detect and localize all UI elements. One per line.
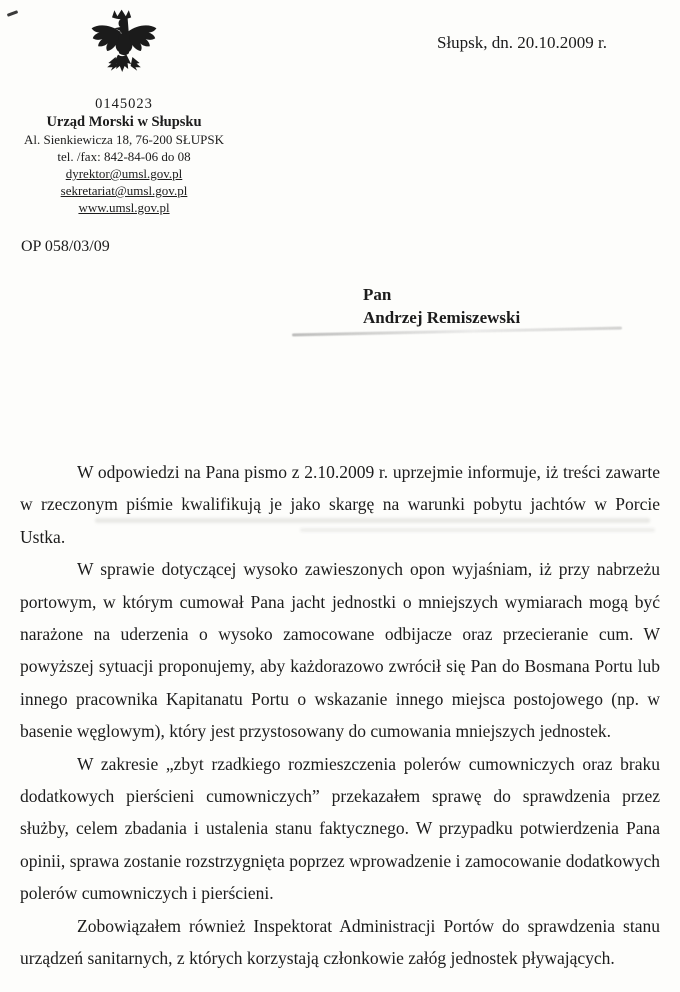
body-paragraph: W zakresie „zbyt rzadkiego rozmieszczenia polerów cumowniczych oraz braku dodatkowych pierścieni cumowniczych” przekazałem sprawę do sprawdzenia przez służby, celem zbadania i ustalenia stanu faktycznego. W przypadku potwierdzenia Pana opinii, sprawa zostanie rozstrzygnięta poprzez wprowadzenie i zamocowanie dodatkowych polerów cumowniczych i pierścieni. (20, 753, 660, 904)
letterhead (0, 0, 248, 216)
body-paragraph: W sprawie dotyczącej wysoko zawieszonych opon wyjaśniam, iż przy nabrzeżu portowym, w którym cumował Pana jacht jednostki o mniejszych wymiarach mogą być narażone na uderzenia o wysoko zamocowane odbijacze oraz przecieranie cum. W powyższej sytuacji proponujemy, aby każdorazowo zwrócił się Pan do Bosmana Portu lub innego pracownika Kapitanatu Portu o wskazanie innego miejsca postojowego (np. w basenie węglowym), który jest przystosowany do cumowania mniejszych jednostek. (20, 559, 660, 742)
polish-eagle-emblem-icon (88, 8, 160, 94)
stamp-number: 0145023 (95, 96, 153, 112)
recipient-block (363, 283, 520, 329)
body-paragraph: W odpowiedzi na Pana pismo z 2.10.2009 r. uprzejmie informuje, iż treści zawarte w rzeczonym piśmie kwalifikują je jako skargę na warunki pobytu jachtów w Porcie Ustka. (20, 462, 660, 547)
reference-number: OP 058/03/09 (21, 238, 110, 255)
office-address: Al. Sienkiewicza 18, 76-200 SŁUPSK (23, 132, 225, 147)
recipient-salutation: Pan (363, 285, 392, 304)
dateline: Słupsk, dn. 20.10.2009 r. (437, 33, 608, 52)
website-url: www.umsl.gov.pl (78, 200, 170, 215)
body-paragraph: Zobowiązałem również Inspektorat Administracji Portów do sprawdzenia stanu urządzeń sanitarnych, z których korzystają członkowie załóg jednostek pływających. (20, 915, 660, 969)
letter-body (20, 456, 660, 975)
secretariat-email: sekretariat@umsl.gov.pl (60, 183, 188, 198)
recipient-name: Andrzej Remiszewski (363, 308, 521, 327)
office-phone: tel. /fax: 842-84-06 do 08 (57, 149, 191, 164)
office-name: Urząd Morski w Słupsku (46, 114, 202, 130)
director-email: dyrektor@umsl.gov.pl (65, 166, 183, 181)
